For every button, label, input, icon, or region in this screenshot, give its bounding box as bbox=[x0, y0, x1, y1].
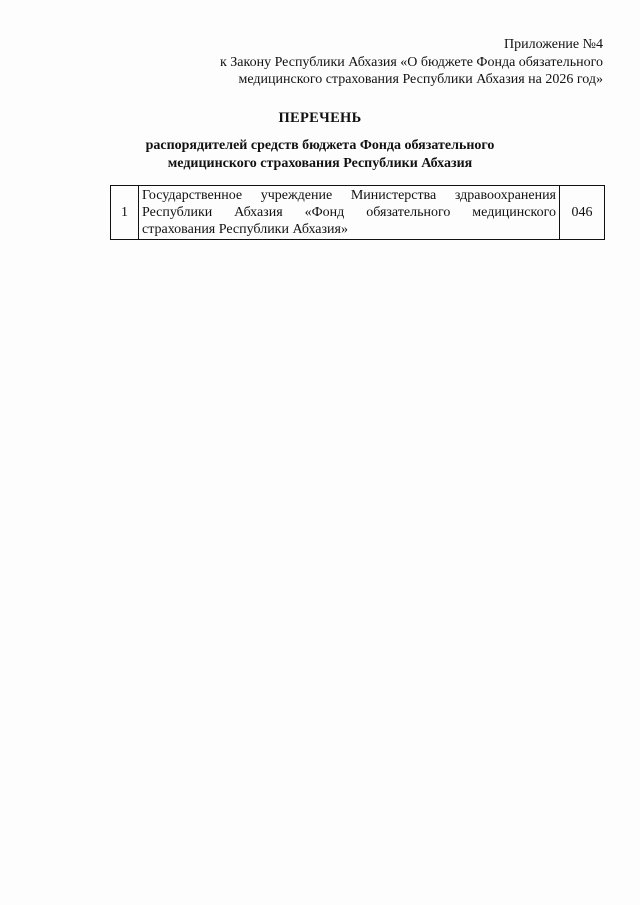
annex-header bbox=[220, 36, 603, 89]
table-row bbox=[111, 186, 605, 240]
document-title: ПЕРЕЧЕНЬ bbox=[278, 110, 362, 126]
row-number: 1 bbox=[111, 186, 139, 240]
annex-law-reference: к Закону Республики Абхазия «О бюджете Фонда обязательного bbox=[219, 54, 603, 70]
row-code: 046 bbox=[560, 186, 605, 240]
document-subtitle bbox=[0, 137, 640, 173]
managers-table bbox=[110, 185, 605, 240]
subtitle-line-2: медицинского страхования Республики Абхазия bbox=[167, 156, 473, 171]
annex-number: Приложение №4 bbox=[504, 37, 603, 52]
row-name: Государственное учреждение Министерства здравоохранения Республики Абхазия «Фонд обязательного медицинского страхования Республики Абхазия» bbox=[139, 186, 560, 240]
annex-law-reference-cont: медицинского страхования Республики Абхазия на 2026 год» bbox=[238, 72, 603, 87]
subtitle-line-1: распорядителей средств бюджета Фонда обязательного bbox=[145, 138, 495, 153]
